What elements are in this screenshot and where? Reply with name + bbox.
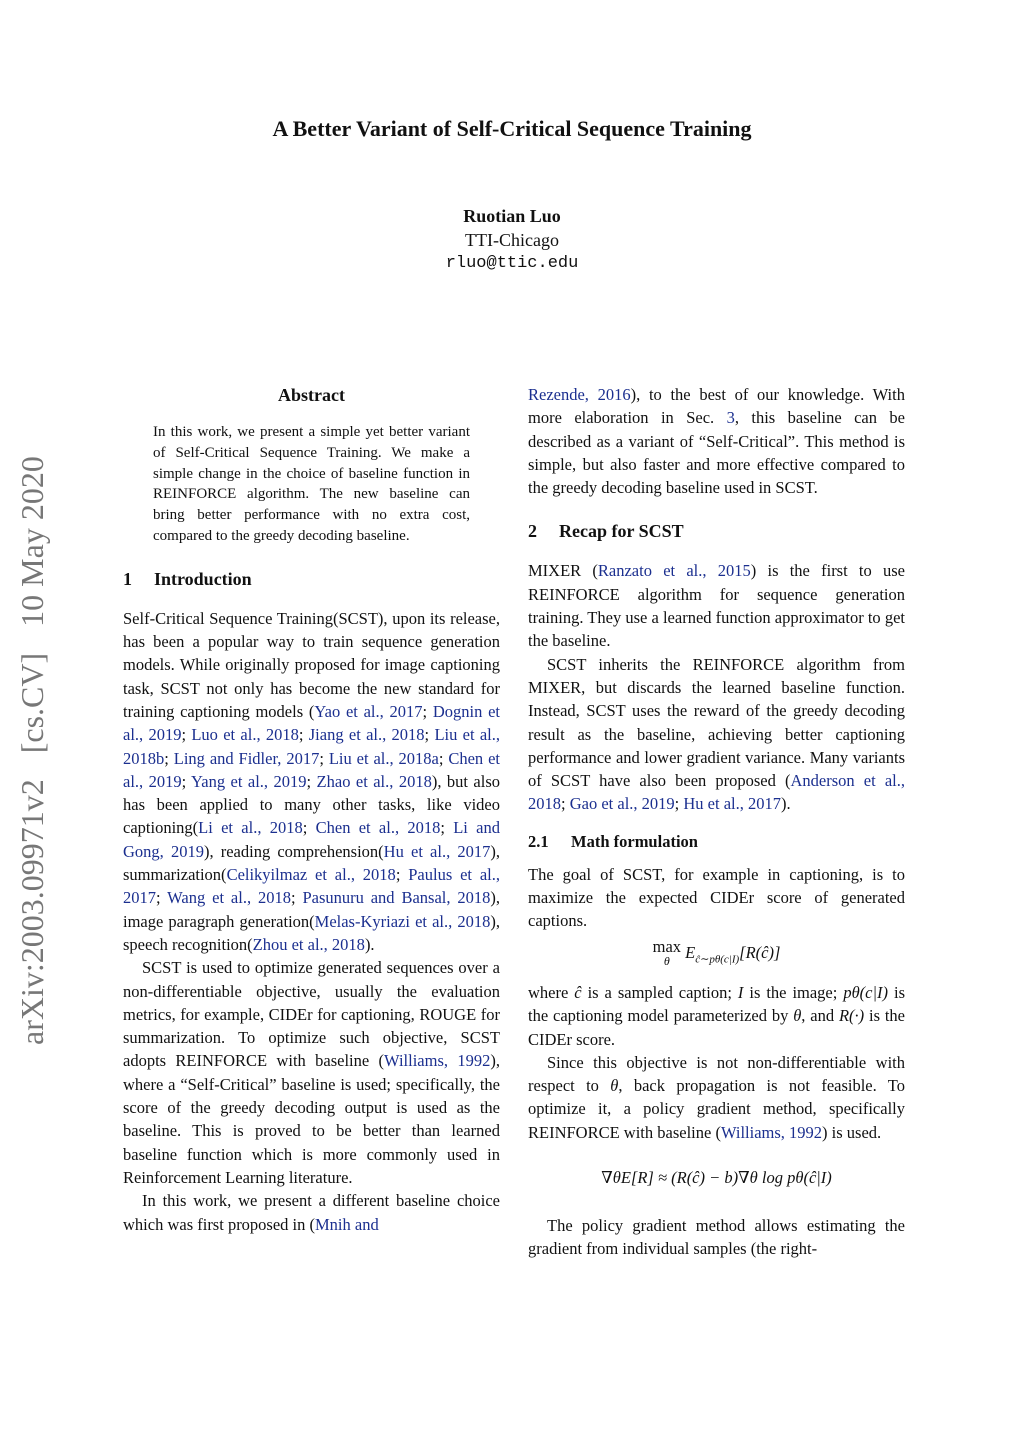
text-segment: ; [181, 771, 192, 791]
text-segment: ; [290, 888, 303, 908]
math-symbol: p [843, 982, 852, 1002]
recap-paragraph-2 [528, 653, 905, 816]
citation-link[interactable]: Rezende, 2016 [528, 385, 631, 404]
math-paragraph-3 [528, 1051, 905, 1144]
math-paragraph-2 [528, 981, 905, 1051]
math-symbol: R [838, 1006, 850, 1026]
eq-expectation-subscript: ĉ∼pθ(c|I) [695, 952, 740, 965]
text-segment: where [528, 982, 575, 1002]
math-symbol: θ [793, 1006, 802, 1026]
text-segment: is the captioning model parameterized by [528, 982, 905, 1026]
math-symbol: (·) [849, 1006, 865, 1026]
text-segment: is a sampled caption; [581, 982, 738, 1002]
text-segment: ; [164, 748, 174, 768]
citation-link[interactable]: Hu et al., 2017 [383, 841, 491, 861]
author-email[interactable]: rluo@ttic.edu [445, 254, 579, 273]
right-column [528, 383, 905, 1261]
text-segment: ; [440, 818, 454, 838]
text-segment: , and [801, 1006, 839, 1026]
text-segment: , back propagation is not feasible. To optimize it, a policy gradient method, specifically REINFORCE with baseline ( [528, 1076, 905, 1142]
text-segment: ; [319, 748, 329, 768]
abstract-heading: Abstract [278, 385, 345, 405]
text-segment: is the image; [743, 982, 844, 1002]
text-segment: ) is used. [822, 1122, 882, 1142]
citation-link[interactable]: 3 [726, 408, 735, 428]
subsection-number: 2.1 [528, 831, 549, 851]
left-column [123, 382, 500, 1236]
citation-link[interactable]: Zhou et al., 2018 [252, 934, 365, 954]
citation-link[interactable]: Liu et al., 2018a [328, 748, 439, 768]
citation-link[interactable]: Yang et al., 2019 [191, 771, 307, 791]
arxiv-category: [cs.CV] [14, 652, 50, 754]
citation-link[interactable]: Wang et al., 2018 [167, 888, 291, 908]
eq-reward: [R(ĉ)] [739, 942, 781, 962]
citation-link[interactable]: Anderson et al., 2018 [528, 771, 905, 814]
citation-link[interactable]: Williams, 1992 [720, 1122, 823, 1142]
intro-paragraph-1 [123, 607, 500, 956]
equation-policy-gradient: ∇θE[R] ≈ (R(ĉ) − b)∇θ log pθ(ĉ|I) [601, 1168, 832, 1188]
arxiv-date: 10 May 2020 [14, 456, 50, 627]
equation-objective [528, 936, 905, 973]
citation-link[interactable]: Liu et al., 2018b [123, 725, 500, 768]
text-segment: , this baseline can be described as a variant of “Self-Critical”. This method is simple, but also faster and more effective compared to the greedy decoding baseline used in SCST. [528, 408, 905, 498]
citation-link[interactable]: Dognin et al., 2019 [123, 701, 500, 745]
text-segment: ; [298, 725, 309, 745]
section-number: 1 [123, 568, 132, 589]
section-title: Recap for SCST [559, 521, 684, 542]
arxiv-sidebar-stamp [2, 425, 62, 1045]
recap-paragraph-1 [528, 559, 905, 652]
text-segment: ; [306, 771, 317, 791]
citation-link[interactable]: Li et al., 2018 [198, 818, 303, 838]
math-symbol: θ [851, 982, 860, 1002]
citation-link[interactable]: Melas-Kyriazi et al., 2018 [314, 911, 491, 931]
text-segment: Self-Critical Sequence Training(SCST), upon its release, has been a popular way to train sequence generation models. While originally proposed for image captioning task, SCST not only has become the new standard for training captioning models ( [123, 608, 500, 721]
text-segment: MIXER ( [528, 561, 598, 581]
text-segment: ), reading comprehension( [203, 841, 384, 861]
math-symbol: θ [610, 1076, 619, 1096]
citation-link[interactable]: Hu et al., 2017 [683, 794, 781, 814]
author-name: Ruotian Luo [463, 206, 561, 226]
citation-link[interactable]: Mnih and [315, 1214, 379, 1234]
math-symbol: I [737, 982, 744, 1002]
text-segment: ; [181, 725, 192, 745]
text-segment: ). [780, 794, 791, 814]
section-heading-introduction [123, 567, 500, 591]
text-segment: ; [424, 725, 435, 745]
math-symbol: ĉ [574, 982, 582, 1002]
baseline-continuation-paragraph [528, 383, 905, 499]
math-paragraph-1: The goal of SCST, for example in captioning, is to maximize the expected CIDEr score of generated captions. [528, 864, 905, 931]
text-segment: ; [302, 818, 316, 838]
author-block [0, 204, 1024, 276]
citation-link[interactable]: Jiang et al., 2018 [308, 725, 425, 745]
text-segment: ; [422, 701, 433, 721]
text-segment: ), summarization( [123, 841, 500, 885]
citation-link[interactable]: Luo et al., 2018 [191, 725, 299, 745]
text-segment: ), where a “Self-Critical” baseline is used; specifically, the score of the greedy decoding output is used as the baseline. This is proved to be better than learned baseline function which is more commonly used in Reinforcement Learning literature. [123, 1051, 500, 1187]
citation-link[interactable]: Gao et al., 2019 [569, 794, 675, 814]
citation-link[interactable]: Chen et al., 2019 [123, 748, 500, 791]
subsection-heading-math [528, 830, 905, 853]
text-segment: ). [364, 934, 375, 954]
text-segment: SCST inherits the REINFORCE algorithm from MIXER, but discards the learned baseline function. Instead, SCST uses the reward of the greedy decoding result as the baseline, achieving better captioning performance and lower gradient variance. Many variants of SCST have also been proposed ( [528, 654, 905, 791]
intro-paragraph-2 [123, 956, 500, 1189]
citation-link[interactable]: Paulus et al., 2017 [123, 865, 501, 908]
citation-link[interactable]: Williams, 1992 [384, 1051, 491, 1071]
text-segment: ), to the best of our knowledge. With more elaboration in Sec. [528, 385, 905, 428]
citation-link[interactable]: Pasunuru and Bansal, 2018 [302, 888, 491, 908]
author-affiliation: TTI-Chicago [465, 230, 559, 250]
intro-paragraph-3 [123, 1189, 500, 1236]
subsection-title: Math formulation [571, 831, 698, 851]
paper-title: A Better Variant of Self-Critical Sequence Training [272, 116, 752, 141]
text-segment: is the CIDEr score. [528, 1006, 905, 1049]
citation-link[interactable]: Zhao et al., 2018 [316, 771, 432, 791]
text-segment: ; [156, 888, 168, 908]
text-segment: ), but also has been applied to many other tasks, like video captioning( [123, 771, 501, 838]
eq-max-operator: max θ [652, 936, 682, 968]
math-paragraph-4: The policy gradient method allows estimating the gradient from individual samples (the right- [528, 1216, 905, 1259]
text-segment: SCST is used to optimize generated sequences over a non-differentiable objective, usually the evaluation metrics, for example, CIDEr for captioning, ROUGE for summarization. To optimize such objective, SCST adopts REINFORCE with baseline ( [123, 958, 500, 1071]
eq-expectation: E [685, 942, 696, 962]
text-segment: ) is the first to use REINFORCE algorithm for sequence generation training. They use a learned function approximator to get the baseline. [528, 561, 905, 651]
text-segment: ; [395, 865, 409, 885]
text-segment: ; [674, 794, 684, 814]
citation-link[interactable]: Ranzato et al., 2015 [597, 561, 751, 581]
text-segment: In this work, we present a different baseline choice which was first proposed in ( [123, 1191, 500, 1234]
text-segment: ; [561, 794, 570, 814]
arxiv-id: arXiv:2003.09971v2 [14, 779, 50, 1045]
section-number: 2 [528, 521, 537, 542]
section-title: Introduction [154, 568, 252, 589]
citation-link[interactable]: Celikyilmaz et al., 2018 [226, 865, 396, 885]
text-segment: ), image paragraph generation( [123, 888, 500, 931]
citation-link[interactable]: Ling and Fidler, 2017 [173, 748, 320, 768]
citation-link[interactable]: Yao et al., 2017 [314, 701, 423, 721]
section-heading-recap [528, 519, 905, 543]
text-segment: Since this objective is not non-differentiable with respect to [528, 1052, 905, 1096]
citation-link[interactable]: Chen et al., 2018 [315, 818, 441, 838]
math-symbol: (c|I) [859, 982, 889, 1002]
abstract-body: In this work, we present a simple yet better variant of Self-Critical Sequence Training. We make a simple change in the choice of baseline function in REINFORCE algorithm. The new baseline can bring better performance with no extra cost, compared to the greedy decoding baseline. [153, 424, 470, 544]
text-segment: ; [438, 748, 449, 768]
text-segment: ), speech recognition( [123, 911, 501, 954]
citation-link[interactable]: Li and Gong, 2019 [123, 818, 500, 861]
